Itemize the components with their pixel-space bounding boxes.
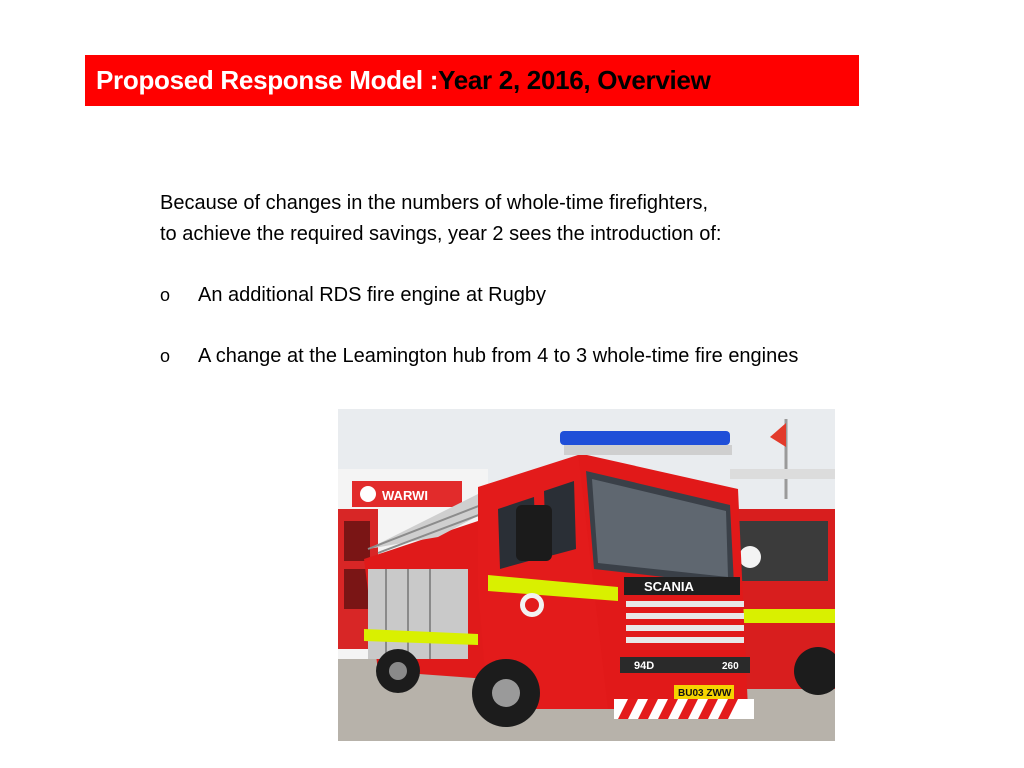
- fire-engine-photo: [338, 409, 835, 741]
- bullet-marker: o: [160, 285, 171, 305]
- intro-paragraph: [160, 188, 850, 250]
- bullet-item: [160, 280, 828, 311]
- number-plate: BU03 ZWW: [678, 688, 732, 699]
- brand-badge: SCANIA: [644, 579, 694, 594]
- station-sign: WARWI: [382, 488, 428, 503]
- intro-line-2: to achieve the required savings, year 2 sees the introduction of:: [160, 223, 722, 245]
- intro-line-1: Because of changes in the numbers of whole-time firefighters,: [160, 192, 709, 214]
- power-badge: 260: [722, 661, 739, 672]
- bullet-marker: o: [160, 346, 171, 366]
- model-badge: 94D: [634, 660, 655, 672]
- bullet-text: An additional RDS fire engine at Rugby: [198, 284, 546, 306]
- bullet-item: [160, 341, 828, 372]
- bullet-text: A change at the Leamington hub from 4 to 3 whole-time fire engines: [198, 345, 799, 367]
- slide-subtitle: Year 2, 2016, Overview: [438, 65, 711, 95]
- slide-title: Proposed Response Model :: [96, 65, 439, 95]
- title-bar: [85, 55, 859, 106]
- bullet-list: [160, 280, 850, 372]
- slide-body: [160, 188, 850, 402]
